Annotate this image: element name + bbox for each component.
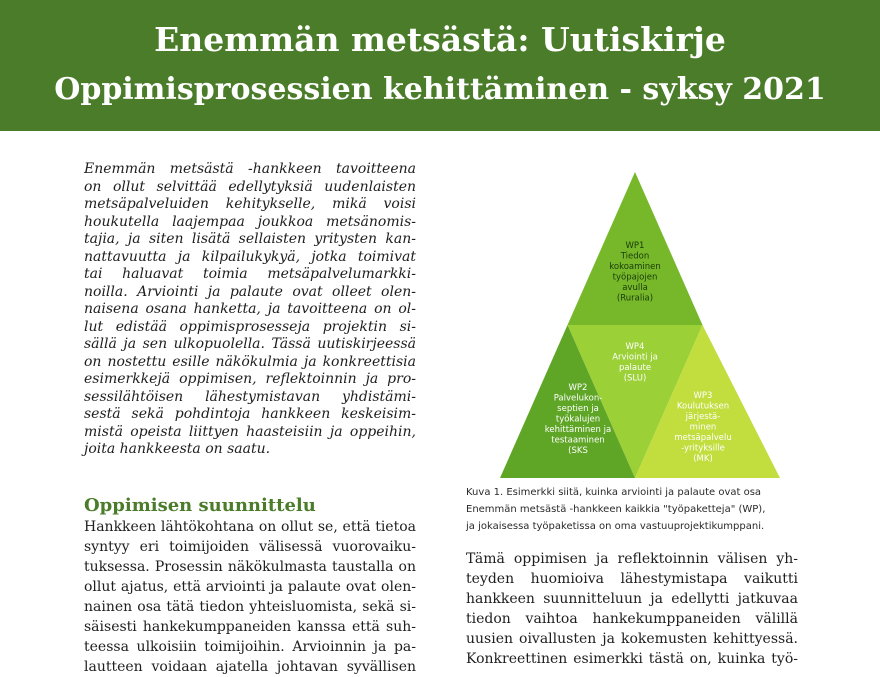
intro-line: noilla. Arviointi ja palaute ovat olleet olen- <box>84 283 416 300</box>
intro-line: nattavuutta ja kilpailukykyä, jotka toimivat <box>84 248 416 265</box>
section-line: säisesti hankekumppaneiden kanssa että suh- <box>84 619 416 635</box>
intro-line: sestä sekä pohdintoja hankkeen keskeisim- <box>84 406 416 422</box>
right-column-line: teyden huomioiva lähestymistapa vaikutti <box>466 571 798 587</box>
intro-line: metsäpalveluiden kehitykselle, mikä voisi <box>84 196 416 212</box>
wp2-label-line: testaaminen <box>551 435 605 446</box>
wp1-label-line: WP1 <box>625 241 645 251</box>
right-column-body <box>466 549 798 669</box>
wp2-label-line: septien ja <box>557 404 599 414</box>
wp3-label-line: minen <box>689 422 717 433</box>
intro-line: Enemmän metsästä -hankkeen tavoitteena <box>84 161 416 177</box>
wp2-label-line: Palvelukon- <box>553 393 603 404</box>
section-line: ollut ajatus, että arviointi ja palaute ovat olen- <box>84 579 416 595</box>
intro-line: houkutella laajempaa joukkoa metsänomis- <box>84 213 416 230</box>
figure-caption <box>466 484 806 535</box>
intro-line: mistä opeista liittyen haasteisiin ja oppeihin, <box>84 423 416 440</box>
section-body <box>84 517 416 677</box>
wp4-label-line: WP4 <box>625 342 645 352</box>
caption-line: Enemmän metsästä -hankkeen kaikkia "työpaketteja" (WP), <box>466 504 766 515</box>
section-line: lautteen voidaan ajatella johtavan syvällisen <box>84 659 416 675</box>
intro-line: tai haluavat toimia metsäpalvelumarkki- <box>84 266 416 282</box>
wp4-label-line: palaute <box>618 363 652 373</box>
right-column-line: Konkreettinen esimerkki tästä on, kuinka työ- <box>466 651 798 667</box>
newsletter-header <box>0 0 880 131</box>
work-package-pyramid <box>490 168 790 480</box>
wp1-label-line: Tiedon <box>620 251 650 262</box>
intro-line: sessilähtöisen lähestymistavan yhdistämi- <box>84 388 416 405</box>
wp3-label-line: (MK) <box>693 454 713 464</box>
intro-line: tajia, ja siten lisätä sellaisten yritysten kan- <box>84 231 416 247</box>
caption-line: Kuva 1. Esimerkki siitä, kuinka arviointi ja palaute ovat osa <box>466 487 762 498</box>
newsletter-title: Enemmän metsästä: Uutiskirje <box>154 20 726 59</box>
newsletter-subtitle: Oppimisprosessien kehittäminen - syksy 2021 <box>54 72 826 107</box>
wp4-label-line: Arviointi ja <box>612 352 658 363</box>
section-line: Hankkeen lähtökohtana on ollut se, että tietoa <box>84 519 416 535</box>
wp3-label-line: -yrityksille <box>681 443 725 454</box>
right-column-line: uusien oivallusten ja kokemusten kehittyessä. <box>466 631 798 647</box>
right-column-line: Tämä oppimisen ja reflektoinnin välisen yh- <box>466 551 798 567</box>
intro-line: lut edistää oppimisprosesseja projektin si- <box>84 318 416 335</box>
section-line: syntyy eri toimijoiden välisessä vuorovaiku- <box>84 539 416 555</box>
wp3-label-line: metsäpalvelu <box>674 433 732 443</box>
wp1-label-line: kokoaminen <box>609 262 661 272</box>
intro-line: naisena osana hanketta, ja tavoitteena on ol- <box>84 301 416 317</box>
wp4-label-line: (SLU) <box>623 373 647 384</box>
intro-line: on nostettu esille näkökulmia ja konkreettisia <box>84 353 416 370</box>
wp2-label-line: työkalujen <box>555 414 601 425</box>
caption-line: ja jokaisessa työpaketissa on oma vastuuprojektikumppani. <box>466 521 765 532</box>
intro-line: sällä ja sen ulkopuolella. Tässä uutiskirjeessä <box>84 336 416 352</box>
section-line: tuksessa. Prosessin näkökulmasta taustalla on <box>84 559 416 575</box>
wp1-label-line: työpajojen <box>612 272 658 283</box>
section-line: nainen osa tätä tiedon yhteisluomista, sekä si- <box>84 599 416 615</box>
wp1-label-line: (Ruralia) <box>616 293 654 304</box>
intro-line: on ollut selvittää edellytyksiä uudenlaisten <box>84 178 416 195</box>
wp3-label-line: WP3 <box>693 391 713 401</box>
section-line: teessa ulkoisiin toimijoihin. Arvioinnin ja pa- <box>84 639 416 655</box>
wp1-label-line: avulla <box>622 283 648 293</box>
wp2-label-line: (SKS <box>568 446 588 456</box>
right-column-line: hankkeen suunnitteluun ja edellytti jatkuvaa <box>466 591 798 607</box>
wp2-label-line: kehittäminen ja <box>544 425 612 435</box>
wp2-label-line: WP2 <box>568 383 588 393</box>
intro-paragraph <box>84 161 416 459</box>
wp3-label-line: järjestä- <box>685 412 721 422</box>
right-column-line: tiedon vaihtoa hankekumppaneiden välillä <box>466 611 798 627</box>
wp3-label-line: Koulutuksen <box>676 401 730 412</box>
intro-line: esimerkkejä oppimisen, reflektoinnin ja pro- <box>84 371 416 387</box>
section-heading: Oppimisen suunnittelu <box>84 495 316 516</box>
intro-line: joita hankkeesta on saatu. <box>84 441 271 457</box>
